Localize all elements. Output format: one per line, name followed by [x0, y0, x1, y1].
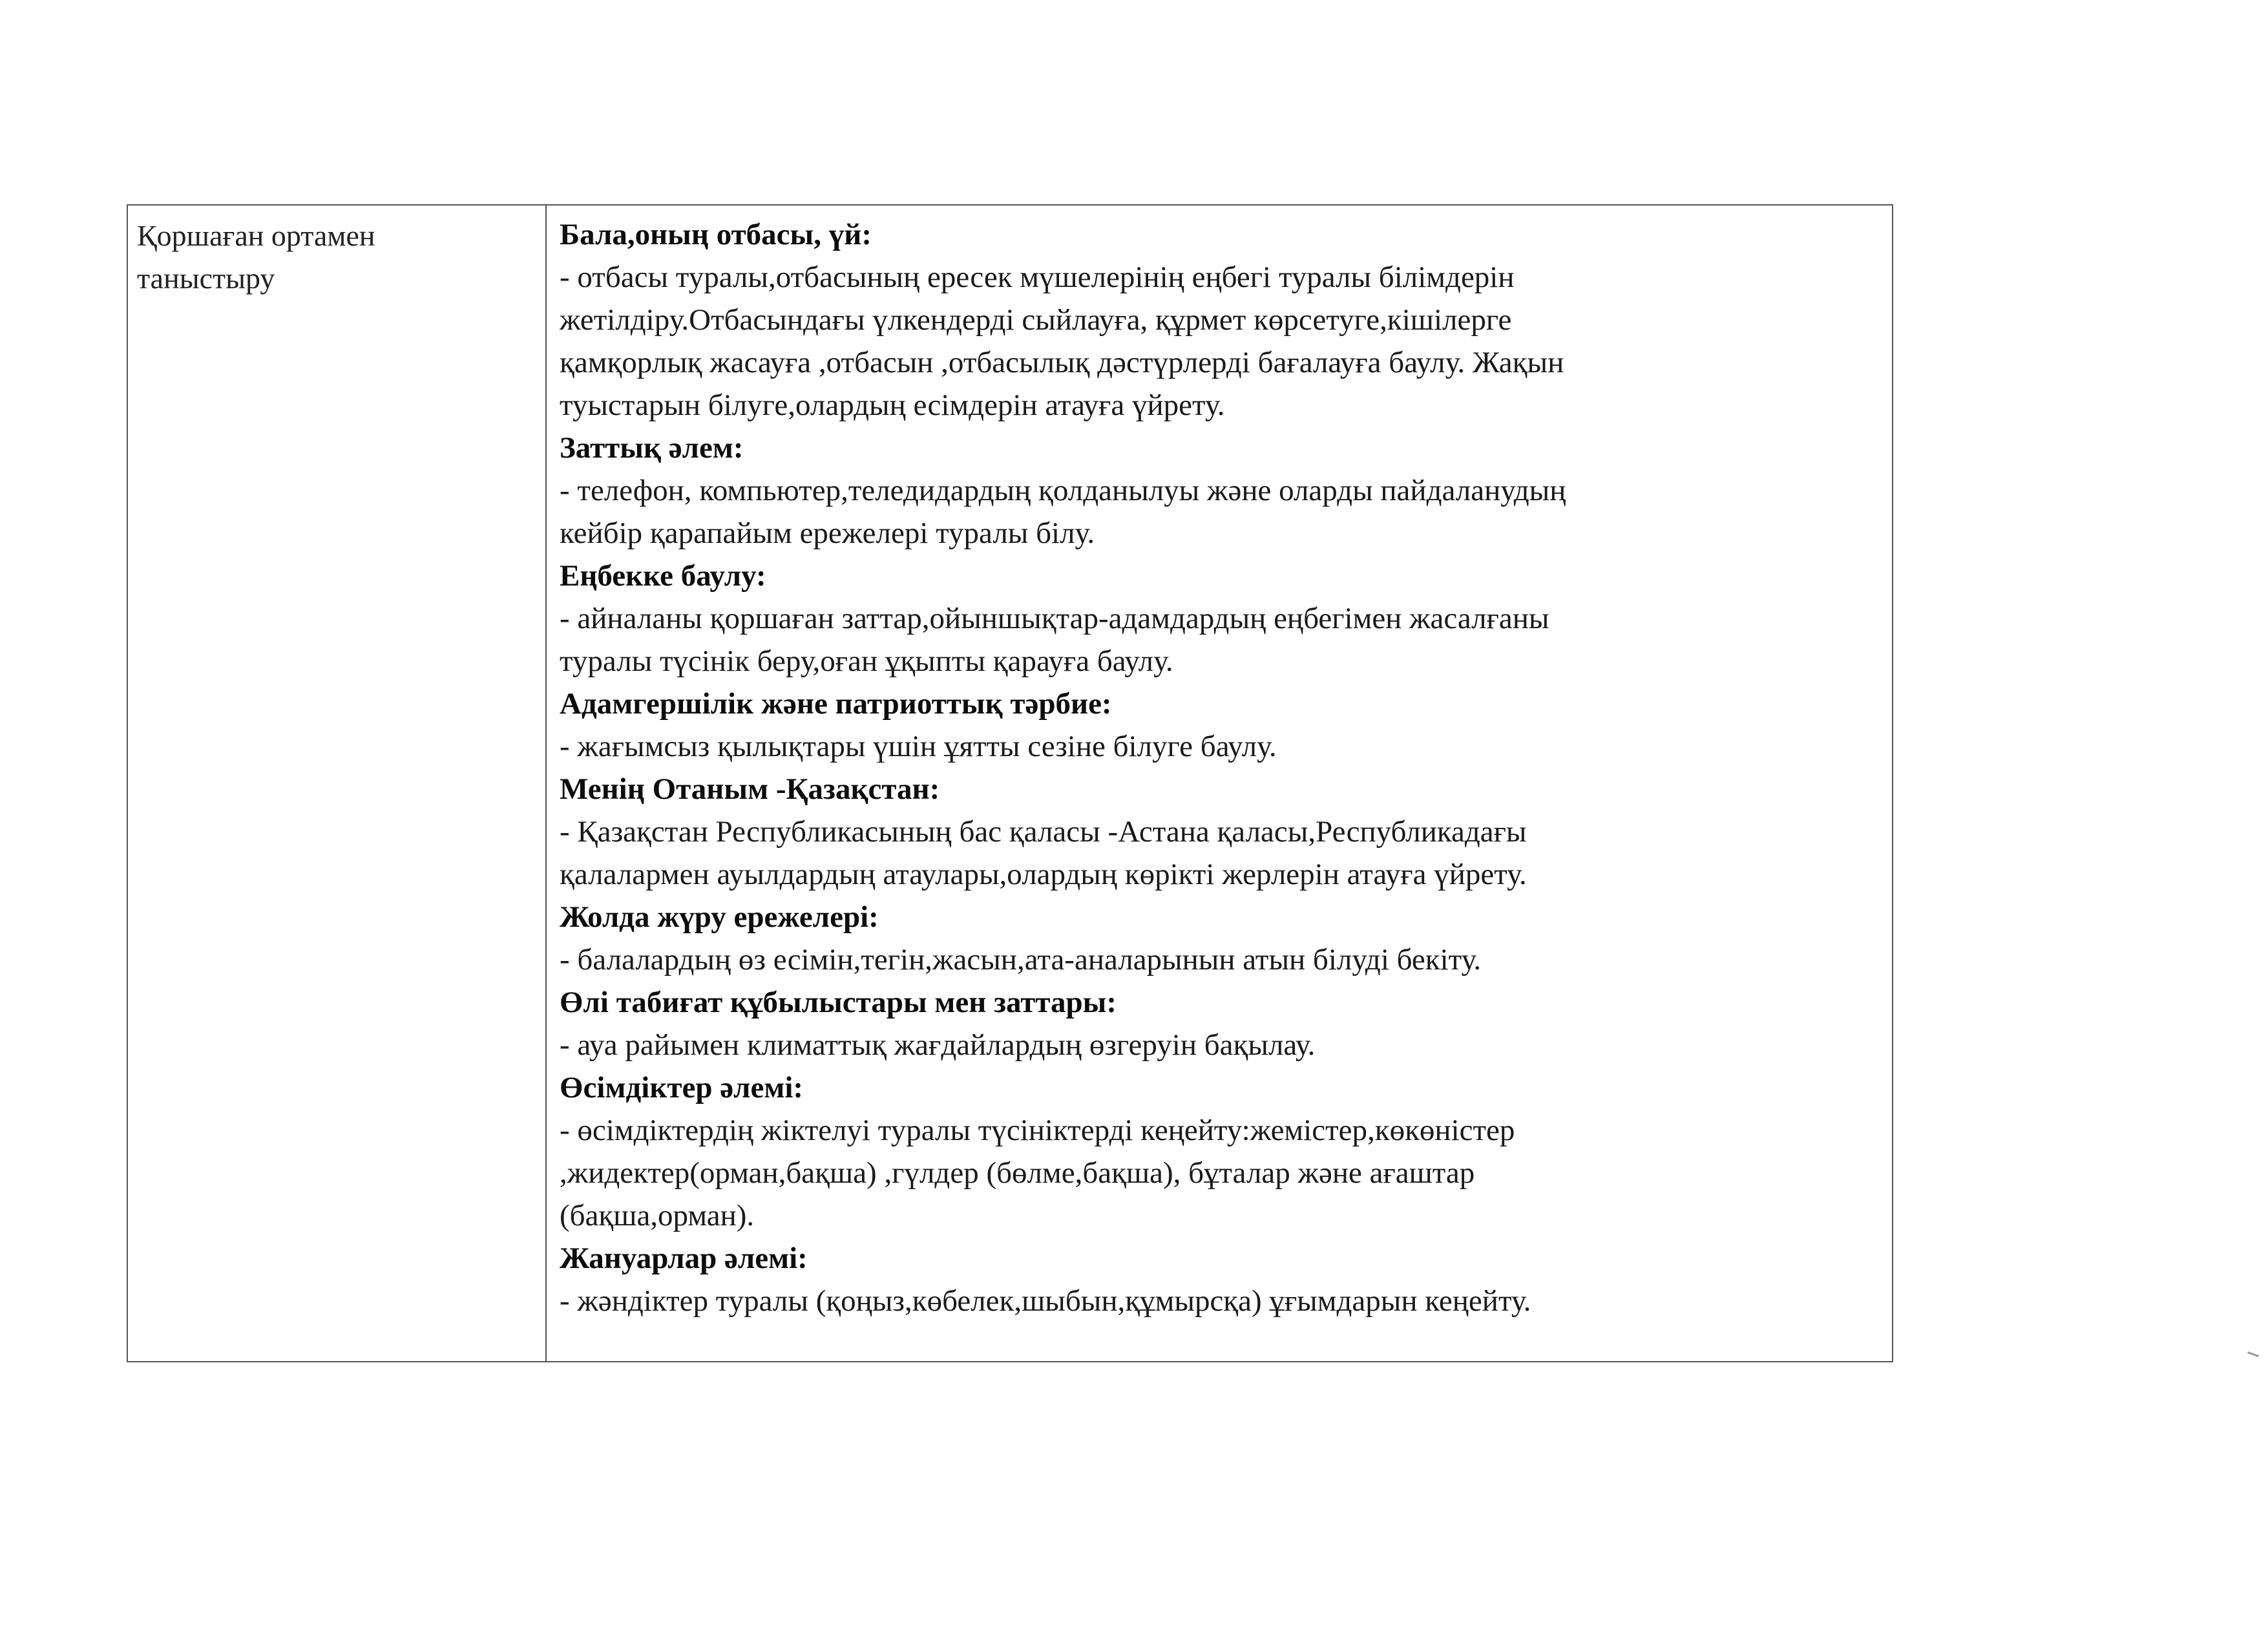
section-text-line: туыстарын білуге,олардың есімдерін атауға үйрету. [560, 388, 1225, 422]
section-text-line: қалалармен ауылдардың атаулары,олардың көрікті жерлерін атауға үйрету. [560, 858, 1527, 891]
section-animals [560, 1237, 1879, 1322]
content-cell [547, 206, 1892, 1361]
section-labor [560, 555, 1879, 682]
section-heading: Өлі табиғат құбылыстары мен заттары: [560, 986, 1117, 1019]
section-heading: Жолда жүру ережелері: [560, 900, 879, 934]
section-text-line: туралы түсінік беру,оған ұқыпты қарауға баулу. [560, 644, 1173, 678]
section-text-line: - жағымсыз қылықтары үшін ұятты сезіне білуге баулу. [560, 730, 1277, 763]
section-text-line: кейбір қарапайым ережелері туралы білу. [560, 516, 1095, 550]
section-text-line: - өсімдіктердің жіктелуі туралы түсініктерді кеңейту:жемістер,көкөністер [560, 1114, 1515, 1147]
subject-label-line-2: таныстыру [137, 262, 275, 295]
section-text-line: қамқорлық жасауға ,отбасын ,отбасылық дәстүрлерді бағалауға баулу. Жақын [560, 346, 1564, 379]
section-moral-patriotic [560, 682, 1879, 768]
section-homeland [560, 768, 1879, 896]
section-heading: Заттық әлем: [560, 431, 744, 465]
section-heading: Өсімдіктер әлемі: [560, 1071, 804, 1104]
scan-speck [2247, 1351, 2259, 1357]
section-family [560, 213, 1879, 427]
subject-cell [128, 206, 547, 1361]
section-heading: Еңбекке баулу: [560, 559, 766, 593]
section-text-line: жетілдіру.Отбасындағы үлкендерді сыйлауға, құрмет көрсетуге,кішілерге [560, 303, 1512, 337]
section-heading: Адамгершілік және патриоттық тәрбие: [560, 687, 1112, 721]
section-text-line: - балалардың өз есімін,тегін,жасын,ата-аналарынын атын білуді бекіту. [560, 943, 1482, 977]
section-text-line: ,жидектер(орман,бақша) ,гүлдер (бөлме,бақша), бұталар және ағаштар [560, 1156, 1475, 1190]
section-heading: Бала,оның отбасы, үй: [560, 218, 872, 251]
section-text-line: - айналаны қоршаған заттар,ойыншықтар-адамдардың еңбегімен жасалғаны [560, 602, 1549, 635]
section-text-line: - Қазақстан Республикасының бас қаласы -Астана қаласы,Республикадағы [560, 815, 1527, 849]
section-object-world [560, 427, 1879, 555]
section-road-rules [560, 896, 1879, 981]
section-plants [560, 1066, 1879, 1237]
section-text-line: - телефон, компьютер,теледидардың қолданылуы және оларды пайдаланудың [560, 474, 1566, 507]
section-text-line: - жәндіктер туралы (қоңыз,көбелек,шыбын,құмырсқа) ұғымдарын кеңейту. [560, 1284, 1531, 1318]
section-inanimate-nature [560, 981, 1879, 1066]
curriculum-table [127, 204, 1893, 1362]
section-heading: Жануарлар әлемі: [560, 1241, 808, 1275]
section-heading: Менің Отаным -Қазақстан: [560, 772, 940, 806]
section-text-line: (бақша,орман). [560, 1199, 755, 1232]
subject-label-line-1: Қоршаған ортамен [137, 219, 375, 252]
section-text-line: - отбасы туралы,отбасының ересек мүшелерінің еңбегі туралы білімдерін [560, 260, 1515, 294]
section-text-line: - ауа райымен климаттық жағдайлардың өзгеруін бақылау. [560, 1028, 1316, 1062]
